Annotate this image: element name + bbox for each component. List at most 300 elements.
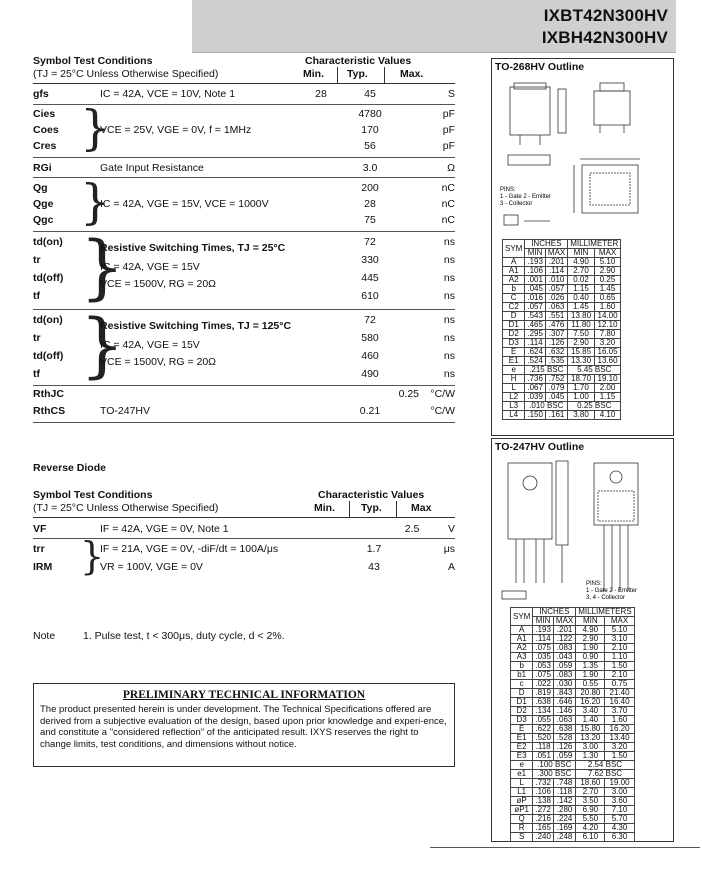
dimension-cell: 5.70 — [605, 815, 634, 824]
dimension-cell: 13.80 — [568, 312, 595, 321]
unit-group-header: INCHES — [525, 240, 568, 249]
dimension-cell: 6.90 — [576, 806, 605, 815]
prelim-title: PRELIMINARY TECHNICAL INFORMATION — [122, 689, 366, 701]
dimension-cell: .045 — [525, 285, 546, 294]
dimension-cell: .240 — [533, 833, 554, 842]
dimension-cell: 4.90 — [576, 626, 605, 635]
dimension-cell: 0.25 — [594, 276, 621, 285]
dimension-cell: .079 — [545, 384, 567, 393]
dimension-cell: 3.20 — [605, 743, 634, 752]
dimension-cell: .624 — [525, 348, 546, 357]
dimension-cell: b — [511, 662, 533, 671]
max-cell: 2.5 — [404, 523, 420, 535]
dimension-cell: 3.80 — [568, 411, 595, 420]
symbol-cell: td(on) — [33, 314, 63, 326]
dimension-cell: .053 — [533, 662, 554, 671]
dimension-cell: .543 — [525, 312, 546, 321]
dimension-cell: 12.10 — [594, 321, 621, 330]
dimension-cell: E1 — [503, 357, 525, 366]
note-label: Note — [33, 630, 56, 642]
table-row — [33, 405, 455, 421]
condition-cell: IC = 42A, VCE = 10V, Note 1 — [100, 88, 236, 100]
dimension-cell: 5.10 — [605, 626, 634, 635]
dimension-cell: .055 — [533, 716, 554, 725]
rd-header-rule — [33, 517, 455, 518]
symbol-cell: tf — [33, 368, 40, 380]
to268-pins-line1: PINS: — [500, 187, 516, 193]
dimension-cell: 1.50 — [605, 662, 634, 671]
dimension-cell: 13.30 — [568, 357, 595, 366]
dimension-cell: 18.70 — [568, 375, 595, 384]
typ-cell: 56 — [364, 140, 376, 152]
dimension-cell: .193 — [533, 626, 554, 635]
dimension-cell: .280 — [553, 806, 575, 815]
dimension-cell: A3 — [511, 653, 533, 662]
dimension-cell: .646 — [553, 698, 575, 707]
dimension-cell: .632 — [545, 348, 567, 357]
typ-cell: 0.21 — [359, 405, 381, 417]
dimension-cell: .118 — [533, 743, 554, 752]
dimension-cell: 0.75 — [605, 680, 634, 689]
dimension-cell: 7.62 BSC — [576, 770, 634, 779]
unit-cell: ns — [443, 254, 455, 266]
dimension-cell: 7.50 — [568, 330, 595, 339]
dimension-cell: .736 — [525, 375, 546, 384]
condition-cell: TO-247HV — [100, 405, 150, 417]
dimension-cell: D — [503, 312, 525, 321]
dimension-cell: A1 — [503, 267, 525, 276]
switch-block-title: Resistive Switching Times, TJ = 125°C — [100, 320, 292, 332]
min-max-header: MIN — [533, 617, 554, 626]
typ-header: Typ. — [347, 68, 368, 80]
dimension-cell: A2 — [503, 276, 525, 285]
dimension-cell: .100 BSC — [533, 761, 576, 770]
unit-cell: ns — [443, 368, 455, 380]
dimension-cell: .748 — [553, 779, 575, 788]
dimension-cell: 1.10 — [605, 653, 634, 662]
dimension-cell: 15.80 — [576, 725, 605, 734]
dimension-cell: .535 — [545, 357, 567, 366]
dimension-cell: .075 — [533, 644, 554, 653]
dimension-cell: .059 — [553, 752, 575, 761]
preliminary-info-box — [33, 683, 455, 767]
dimension-cell: .638 — [553, 725, 575, 734]
dimension-cell: .114 — [533, 635, 554, 644]
condition-cell: IC = 42A, VGE = 15V, VCE = 1000V — [100, 198, 269, 210]
rd-conditions-subheader: (TJ = 25°C Unless Otherwise Specified) — [33, 502, 219, 514]
reverse-diode-title: Reverse Diode — [33, 462, 106, 474]
unit-cell: nC — [441, 198, 455, 210]
row-divider — [33, 157, 455, 158]
rd-char-header: Characteristic Values — [318, 489, 425, 501]
to247hv-title: TO-247HV Outline — [495, 441, 585, 453]
dimension-cell: 7.80 — [594, 330, 621, 339]
unit-cell: ns — [443, 272, 455, 284]
symbol-header: Symbol Test Conditions — [33, 55, 153, 67]
dimension-cell: 2.70 — [568, 267, 595, 276]
dimension-cell: 1.90 — [576, 644, 605, 653]
dimension-cell: 2.90 — [594, 267, 621, 276]
dimension-cell: L3 — [503, 402, 525, 411]
dimension-cell: øP — [511, 797, 533, 806]
typ-cell: 200 — [361, 182, 379, 194]
dimension-cell: 5.50 — [576, 815, 605, 824]
dimension-cell: 1.35 — [576, 662, 605, 671]
dimension-cell: .030 — [553, 680, 575, 689]
dimension-cell: .010 BSC — [525, 402, 568, 411]
dimension-cell: 2.10 — [605, 644, 634, 653]
dimension-cell: .083 — [553, 644, 575, 653]
dimension-row — [503, 411, 621, 420]
dimension-cell: E — [503, 348, 525, 357]
typ-cell: 445 — [361, 272, 379, 284]
switch-block-line1: IC = 42A, VGE = 15V — [100, 339, 200, 351]
dimension-cell: b1 — [511, 671, 533, 680]
min-max-header: MAX — [605, 617, 634, 626]
typ-cell: 45 — [364, 88, 376, 100]
dimension-cell: .067 — [525, 384, 546, 393]
dimension-cell: .059 — [553, 662, 575, 671]
dimension-cell: .022 — [533, 680, 554, 689]
typ-cell: 28 — [364, 198, 376, 210]
dimension-cell: Q — [511, 815, 533, 824]
dimension-cell: c — [511, 680, 533, 689]
dimension-cell: 3.60 — [605, 797, 634, 806]
dimension-row — [511, 833, 635, 842]
col-divider — [349, 501, 350, 517]
dimension-cell: 2.90 — [568, 339, 595, 348]
part-number-banner — [192, 0, 676, 53]
dimension-cell: .476 — [545, 321, 567, 330]
min-max-header: MAX — [545, 249, 567, 258]
unit-cell: pF — [442, 124, 455, 136]
dimension-cell: A1 — [511, 635, 533, 644]
dimension-cell: D3 — [511, 716, 533, 725]
dimension-cell: 3.00 — [605, 788, 634, 797]
col-divider — [337, 67, 338, 83]
dimension-cell: D1 — [503, 321, 525, 330]
dimension-cell: 19.10 — [594, 375, 621, 384]
dimension-cell: .201 — [545, 258, 567, 267]
dimension-cell: .161 — [545, 411, 567, 420]
symbol-cell: td(off) — [33, 272, 64, 284]
unit-cell: V — [447, 523, 455, 535]
dimension-cell: A2 — [511, 644, 533, 653]
note-text: 1. Pulse test, t < 300μs, duty cycle, d < 2%. — [83, 630, 285, 642]
brace: } — [80, 100, 111, 156]
dimension-cell: 15.85 — [568, 348, 595, 357]
dimension-cell: .045 — [545, 393, 567, 402]
switch-block-title: Resistive Switching Times, TJ = 25°C — [100, 242, 286, 254]
dimension-cell: 5.45 BSC — [568, 366, 621, 375]
sym-header: SYM — [511, 608, 533, 626]
dimension-cell: .732 — [533, 779, 554, 788]
unit-cell: ns — [443, 350, 455, 362]
dimension-cell: .051 — [533, 752, 554, 761]
dimension-cell: .063 — [553, 716, 575, 725]
dimension-cell: D2 — [511, 707, 533, 716]
dimension-cell: 20.80 — [576, 689, 605, 698]
dimension-cell: .126 — [553, 743, 575, 752]
symbol-cell: trr — [33, 543, 45, 555]
symbol-cell: RthCS — [33, 405, 66, 417]
dimension-cell: 2.70 — [576, 788, 605, 797]
dimension-cell: 1.70 — [568, 384, 595, 393]
switch-block-line1: IC = 42A, VGE = 15V — [100, 261, 200, 273]
dimension-cell: .216 — [533, 815, 554, 824]
dimension-cell: L4 — [503, 411, 525, 420]
dimension-cell: 3.10 — [605, 635, 634, 644]
symbol-cell: IRM — [33, 561, 53, 573]
unit-cell: A — [447, 561, 455, 573]
unit-cell: ns — [443, 236, 455, 248]
dimension-cell: 16.05 — [594, 348, 621, 357]
rd-typ-header: Typ. — [361, 502, 382, 514]
dimension-cell: 4.10 — [594, 411, 621, 420]
unit-cell: μs — [443, 543, 455, 555]
min-header: Min. — [303, 68, 324, 80]
to268-pins-line3: 3 - Collector — [500, 201, 533, 207]
switch-block-line2: VCE = 1500V, RG = 20Ω — [100, 278, 217, 290]
typ-cell: 3.0 — [362, 162, 378, 174]
typ-cell: 330 — [361, 254, 379, 266]
dimension-cell: 6.10 — [576, 833, 605, 842]
to268-pins-line2: 1 - Gate 2 - Emitter — [500, 194, 552, 200]
unit-cell: ns — [443, 332, 455, 344]
dimension-cell: 1.90 — [576, 671, 605, 680]
typ-cell: 72 — [364, 236, 376, 248]
dimension-cell: .224 — [553, 815, 575, 824]
symbol-cell: td(off) — [33, 350, 64, 362]
footer-rule — [430, 847, 700, 848]
dimension-cell: .819 — [533, 689, 554, 698]
dimension-cell: 4.30 — [605, 824, 634, 833]
dimension-cell: 0.25 BSC — [568, 402, 621, 411]
symbol-cell: Coes — [33, 124, 59, 136]
unit-cell: pF — [442, 108, 455, 120]
dimension-cell: 1.45 — [568, 303, 595, 312]
dimension-cell: .057 — [545, 285, 567, 294]
dimension-cell: .520 — [533, 734, 554, 743]
dimension-cell: L — [511, 779, 533, 788]
symbol-cell: RGi — [33, 162, 52, 174]
dimension-cell: 0.02 — [568, 276, 595, 285]
to247hv-drawing — [494, 453, 670, 611]
dimension-cell: .118 — [553, 788, 575, 797]
symbol-cell: RthJC — [33, 388, 64, 400]
dimension-cell: 6.30 — [605, 833, 634, 842]
dimension-cell: 0.55 — [576, 680, 605, 689]
dimension-cell: 3.20 — [594, 339, 621, 348]
unit-cell: °C/W — [430, 405, 455, 417]
conditions-subheader: (TJ = 25°C Unless Otherwise Specified) — [33, 68, 219, 80]
dimension-cell: E — [511, 725, 533, 734]
dimension-cell: .122 — [553, 635, 575, 644]
unit-cell: nC — [441, 214, 455, 226]
symbol-cell: tr — [33, 332, 41, 344]
brace: } — [80, 174, 111, 230]
dimension-cell: .638 — [533, 698, 554, 707]
rd-symbol-header: Symbol Test Conditions — [33, 489, 153, 501]
dimension-cell: .295 — [525, 330, 546, 339]
unit-group-header: MILLIMETER — [568, 240, 621, 249]
dimension-cell: 16.40 — [605, 698, 634, 707]
dimension-cell: .106 — [525, 267, 546, 276]
dimension-cell: .752 — [545, 375, 567, 384]
max-cell: 0.25 — [398, 388, 419, 400]
unit-cell: Ω — [447, 162, 455, 174]
dimension-cell: 2.54 BSC — [576, 761, 634, 770]
symbol-cell: Cres — [33, 140, 57, 152]
dimension-cell: .016 — [525, 294, 546, 303]
condition-cell: VR = 100V, VGE = 0V — [100, 561, 203, 573]
min-max-header: MIN — [525, 249, 546, 258]
dimension-cell: 0.90 — [576, 653, 605, 662]
dimension-cell: .043 — [553, 653, 575, 662]
dimension-cell: E1 — [511, 734, 533, 743]
dimension-cell: 1.00 — [568, 393, 595, 402]
to247hv-dimensions-table — [510, 607, 635, 842]
dimension-cell: .528 — [553, 734, 575, 743]
dimension-cell: D — [511, 689, 533, 698]
dimension-cell: A — [503, 258, 525, 267]
min-max-header: MIN — [576, 617, 605, 626]
brace: } — [80, 304, 125, 386]
dimension-cell: .201 — [553, 626, 575, 635]
dimension-cell: 1.15 — [568, 285, 595, 294]
dimension-cell: 7.10 — [605, 806, 634, 815]
dimension-cell: .622 — [533, 725, 554, 734]
dimension-cell: L2 — [503, 393, 525, 402]
to268hv-drawing — [494, 73, 670, 243]
to247-pins-line2: 1 - Gate 2 - Emitter — [586, 588, 638, 594]
dimension-cell: D2 — [503, 330, 525, 339]
condition-cell: VCE = 25V, VGE = 0V, f = 1MHz — [100, 124, 252, 136]
unit-cell: ns — [443, 314, 455, 326]
dimension-cell: 4.90 — [568, 258, 595, 267]
dimension-cell: E3 — [511, 752, 533, 761]
dimension-cell: .843 — [553, 689, 575, 698]
dimension-cell: 16.20 — [605, 725, 634, 734]
prelim-body: The product presented herein is under development. The Technical Specifications offered are derived from a subjective evaluation of the design, based upon prior knowledge and experi-ence, and constitute a "considered reflection" of the anticipated result. IXYS reserves the right to change limits, test conditions, and dimensions without notice. — [40, 704, 447, 750]
symbol-cell: tf — [33, 290, 40, 302]
row-divider — [33, 422, 455, 423]
dimension-cell: 13.40 — [605, 734, 634, 743]
char-values-header: Characteristic Values — [305, 55, 412, 67]
dimension-cell: 5.10 — [594, 258, 621, 267]
table-row — [33, 388, 455, 404]
typ-cell: 460 — [361, 350, 379, 362]
typ-cell: 4780 — [358, 108, 382, 120]
dimension-cell: D1 — [511, 698, 533, 707]
dimension-cell: 1.50 — [605, 752, 634, 761]
typ-cell: 43 — [368, 561, 380, 573]
to247-pins-line1: PINS: — [586, 581, 602, 587]
symbol-cell: Cies — [33, 108, 56, 120]
min-cell: 28 — [315, 88, 327, 100]
dimension-cell: .524 — [525, 357, 546, 366]
dimension-cell: 14.00 — [594, 312, 621, 321]
dimension-cell: 1.45 — [594, 285, 621, 294]
dimension-cell: 16.20 — [576, 698, 605, 707]
unit-group-header: INCHES — [533, 608, 576, 617]
dimension-cell: .465 — [525, 321, 546, 330]
dimension-cell: e — [503, 366, 525, 375]
typ-cell: 75 — [364, 214, 376, 226]
symbol-cell: tr — [33, 254, 41, 266]
dimension-cell: .142 — [553, 797, 575, 806]
dimension-cell: .010 — [545, 276, 567, 285]
typ-cell: 610 — [361, 290, 379, 302]
unit-group-header: MILLIMETERS — [576, 608, 634, 617]
dimension-cell: .138 — [533, 797, 554, 806]
dimension-cell: 1.60 — [594, 303, 621, 312]
dimension-cell: R — [511, 824, 533, 833]
typ-cell: 490 — [361, 368, 379, 380]
min-max-header: MAX — [553, 617, 575, 626]
dimension-cell: 2.10 — [605, 671, 634, 680]
dimension-cell: e — [511, 761, 533, 770]
dimension-cell: .146 — [553, 707, 575, 716]
switch-block-line2: VCE = 1500V, RG = 20Ω — [100, 356, 217, 368]
typ-cell: 170 — [361, 124, 379, 136]
to268hv-dimensions-table — [502, 239, 621, 420]
symbol-cell: gfs — [33, 88, 49, 100]
brace: } — [80, 226, 125, 308]
dimension-cell: .114 — [525, 339, 546, 348]
dimension-cell: .215 BSC — [525, 366, 568, 375]
to247hv-panel — [491, 438, 674, 842]
dimension-cell: .134 — [533, 707, 554, 716]
dimension-cell: C — [503, 294, 525, 303]
unit-cell: °C/W — [430, 388, 455, 400]
symbol-cell: Qg — [33, 182, 48, 194]
max-header: Max. — [400, 68, 424, 80]
dimension-cell: 0.40 — [568, 294, 595, 303]
dimension-cell: 11.80 — [568, 321, 595, 330]
dimension-cell: b — [503, 285, 525, 294]
dimension-cell: 13.20 — [576, 734, 605, 743]
dimension-cell: 0.65 — [594, 294, 621, 303]
dimension-cell: .165 — [533, 824, 554, 833]
dimension-cell: .063 — [545, 303, 567, 312]
dimension-cell: 1.15 — [594, 393, 621, 402]
dimension-cell: .083 — [553, 671, 575, 680]
dimension-cell: L — [503, 384, 525, 393]
to268hv-panel — [491, 58, 674, 436]
dimension-cell: .272 — [533, 806, 554, 815]
dimension-cell: 3.00 — [576, 743, 605, 752]
dimension-cell: C2 — [503, 303, 525, 312]
typ-cell: 580 — [361, 332, 379, 344]
to247-pins-line3: 3, 4 - Collector — [586, 595, 626, 601]
symbol-cell: Qge — [33, 198, 54, 210]
dimension-cell: H — [503, 375, 525, 384]
dimension-cell: D3 — [503, 339, 525, 348]
symbol-cell: Qgc — [33, 214, 54, 226]
dimension-cell: 3.70 — [605, 707, 634, 716]
unit-cell: nC — [441, 182, 455, 194]
dimension-cell: 4.20 — [576, 824, 605, 833]
dimension-cell: .075 — [533, 671, 554, 680]
dimension-cell: .039 — [525, 393, 546, 402]
dimension-cell: .114 — [545, 267, 567, 276]
rd-min-header: Min. — [314, 502, 335, 514]
dimension-cell: .035 — [533, 653, 554, 662]
dimension-cell: 18.60 — [576, 779, 605, 788]
min-max-header: MIN — [568, 249, 595, 258]
symbol-cell: td(on) — [33, 236, 63, 248]
